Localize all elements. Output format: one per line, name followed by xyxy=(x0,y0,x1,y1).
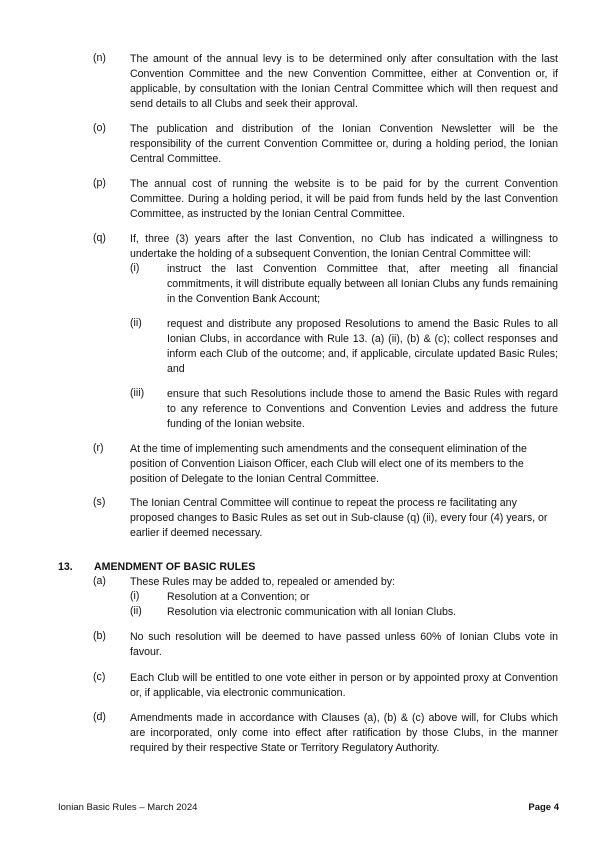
clause-text: These Rules may be added to, repealed or amended by: xyxy=(130,576,396,588)
clause-text: The amount of the annual levy is to be determined only after consultation with the last Convention Committee and the new Convention Committee, either at Convention or, if applicable, by consultation with the Ionian Central Committee which will then request and send details to all Clubs and seek their approval. xyxy=(130,53,558,110)
clause-label: (p) xyxy=(93,177,106,189)
clause-n xyxy=(93,52,558,112)
subclause-iii xyxy=(130,387,558,432)
section-heading xyxy=(58,561,255,573)
clause-label: (n) xyxy=(93,52,106,64)
clause-text: Each Club will be entitled to one vote either in person or by appointed proxy at Convention or, if applicable, via electronic communication. xyxy=(130,672,558,699)
clause-text: The Ionian Central Committee will continue to repeat the process re facilitating any proposed changes to Basic Rules as set out in Sub-clause (q) (ii), every four (4) years, or earlier if deemed necessary. xyxy=(130,497,548,539)
clause-text: If, three (3) years after the last Convention, no Club has indicated a willingness to undertake the holding of a subsequent Convention, the Ionian Central Committee will: xyxy=(130,233,558,260)
clause-text: Amendments made in accordance with Clauses (a), (b) & (c) above will, for Clubs which are incorporated, only come into effect after ratification by those Clubs, in the manner required by their respective State or Territory Regulatory Authority. xyxy=(130,712,558,754)
clause-label: (r) xyxy=(93,442,104,454)
subclause-text: ensure that such Resolutions include those to amend the Basic Rules with regard to any reference to Conventions and Convention Levies and address the future funding of the Ionian website. xyxy=(167,388,558,430)
subclause-text: Resolution via electronic communication with all Ionian Clubs. xyxy=(167,606,457,618)
page-number: Page 4 xyxy=(528,802,559,813)
subclause-text: request and distribute any proposed Resolutions to amend the Basic Rules to all Ionian Clubs, in accordance with Rule 13. (a) (ii), (b) & (c); collect responses and inform each Club of the outcome; and, if applicable, circulate updated Basic Rules; and xyxy=(167,318,558,375)
subclause-ii xyxy=(130,317,558,377)
clause-p xyxy=(93,177,558,222)
subclause-label: (ii) xyxy=(130,605,142,617)
clause-r xyxy=(93,442,558,487)
subclause-text: instruct the last Convention Committee that, after meeting all financial commitments, it will distribute equally between all Ionian Clubs any funds remaining in the Convention Bank Account; xyxy=(167,263,558,305)
clause-13d xyxy=(93,711,558,756)
section-title: AMENDMENT OF BASIC RULES xyxy=(94,561,256,573)
clause-13a xyxy=(93,575,558,620)
subclause-label: (i) xyxy=(130,262,140,274)
clause-label: (b) xyxy=(93,630,106,642)
clause-13c xyxy=(93,671,558,701)
clause-label: (s) xyxy=(93,496,106,508)
clause-13b xyxy=(93,630,558,660)
section-number: 13. xyxy=(58,561,73,573)
clause-o xyxy=(93,122,558,167)
clause-label: (d) xyxy=(93,711,106,723)
clause-s xyxy=(93,496,558,541)
clause-text: At the time of implementing such amendments and the consequent elimination of the position of Convention Liaison Officer, each Club will elect one of its members to the position of Delegate to the Ionian Central Committee. xyxy=(130,443,527,485)
subclause-label: (ii) xyxy=(130,317,142,329)
clause-q xyxy=(93,232,558,432)
clause-label: (a) xyxy=(93,575,106,587)
footer-title: Ionian Basic Rules – March 2024 xyxy=(58,802,198,813)
subclause-label: (i) xyxy=(130,590,140,602)
clause-text: The annual cost of running the website is to be paid for by the current Convention Committee. During a holding period, it will be paid from funds held by the last Convention Committee, as instructed by the Ionian Central Committee. xyxy=(130,178,558,220)
subclause-i xyxy=(130,590,558,605)
clause-text: No such resolution will be deemed to have passed unless 60% of Ionian Clubs vote in favour. xyxy=(130,631,558,658)
clause-label: (q) xyxy=(93,232,106,244)
clause-label: (o) xyxy=(93,122,106,134)
subclause-ii xyxy=(130,605,558,620)
subclause-text: Resolution at a Convention; or xyxy=(167,591,310,603)
subclause-label: (iii) xyxy=(130,387,145,399)
clause-text: The publication and distribution of the Ionian Convention Newsletter will be the responsibility of the current Convention Committee or, during a holding period, the Ionian Central Committee. xyxy=(130,123,558,165)
subclause-i xyxy=(130,262,558,307)
clause-label: (c) xyxy=(93,671,106,683)
